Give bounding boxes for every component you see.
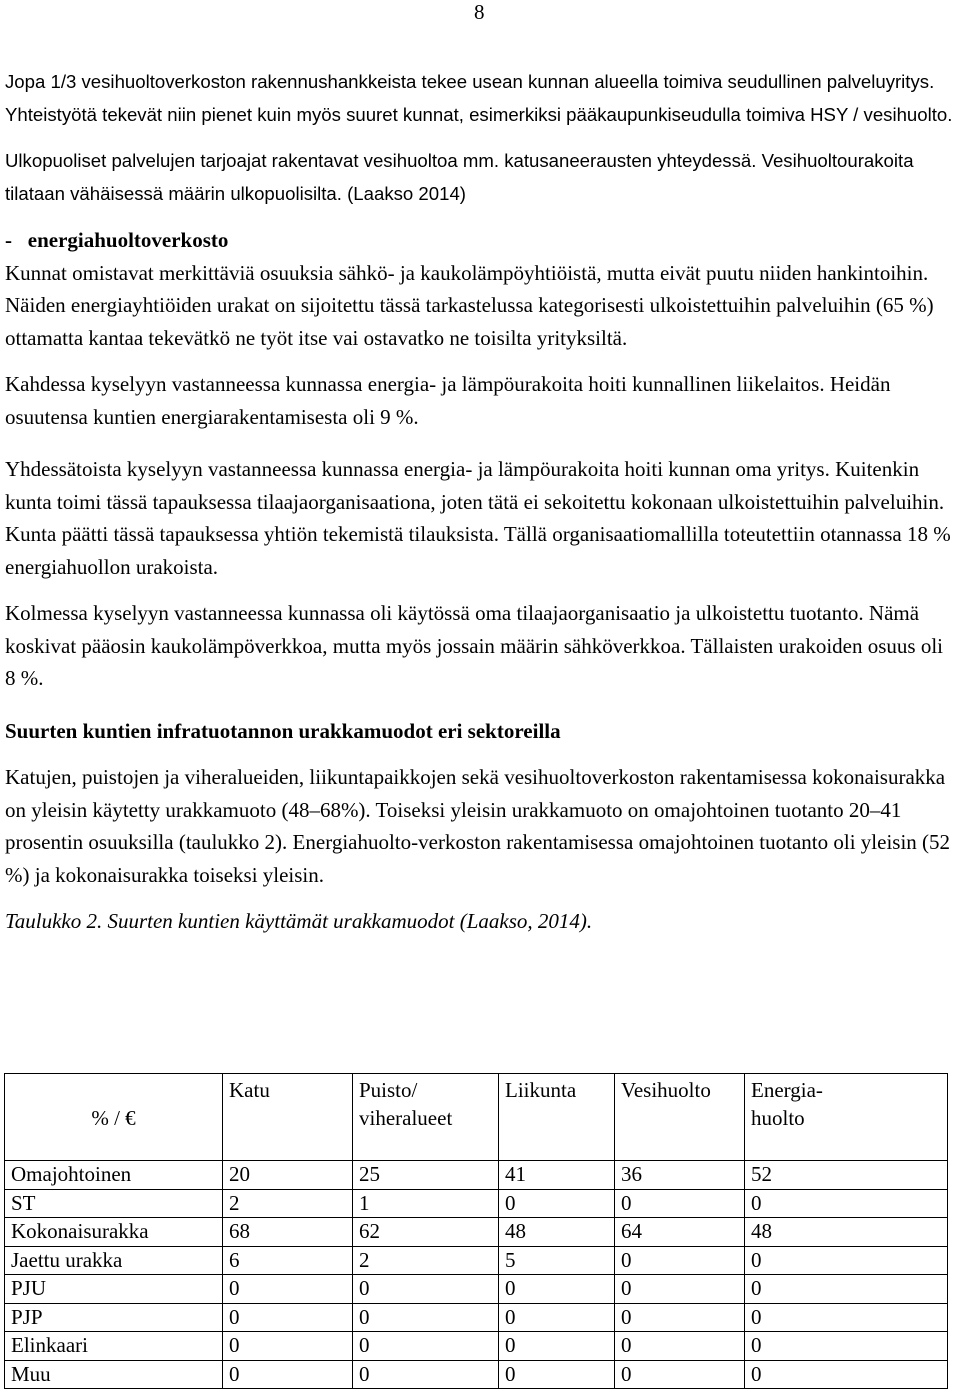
paragraph-yhdessatoista: Yhdessätoista kyselyyn vastanneessa kunnassa energia- ja lämpöurakoita hoiti kunnan oma yritys. Kuitenkin kunta toimi tässä tapauksessa tilaajaorganisaationa, joten tätä ei sekoitettu kokonaan ulkoistettuihin palveluihin. Kunta päätti tässä tapauksessa yhtiön tekemistä tilauksista. Tällä organisaatiomallilla toteutettiin otannassa 18 % energiahuollon urakoista. bbox=[5, 457, 951, 579]
table-cell: 52 bbox=[745, 1161, 948, 1190]
row-label: Muu bbox=[5, 1360, 223, 1389]
row-label: Jaettu urakka bbox=[5, 1246, 223, 1275]
paragraph-kunnat-omistavat: Kunnat omistavat merkittäviä osuuksia sähkö- ja kaukolämpöyhtiöistä, mutta eivät puutu niiden hankintoihin. Näiden energiayhtiöiden urakat on sijoitettu tässä tarkastelussa kategorisesti ulkoistettuihin palveluihin (65 %) ottamatta kantaa tekevätkö ne työt itse vai ostavatko ne toisilta yrityksiltä. bbox=[5, 260, 934, 350]
column-header-liikunta-line1: Liikunta bbox=[505, 1078, 577, 1102]
table-row bbox=[5, 1189, 948, 1218]
table-cell: 41 bbox=[499, 1161, 615, 1190]
table-cell: 5 bbox=[499, 1246, 615, 1275]
table-cell: 2 bbox=[223, 1189, 353, 1218]
paragraph-ulkopuoliset-ref: (Laakso 2014) bbox=[341, 182, 466, 204]
table-header-row bbox=[5, 1074, 948, 1161]
column-header-puisto-line1: Puisto/ bbox=[359, 1078, 418, 1102]
table-cell: 0 bbox=[353, 1332, 499, 1361]
contract-forms-table bbox=[4, 1073, 948, 1389]
paragraph-kolmessa: Kolmessa kyselyyn vastanneessa kunnassa oli käytössä oma tilaajaorganisaatio ja ulkoistettu tuotanto. Nämä koskivat pääosin kaukolämpöverkkoa, mutta myös jossain määrin sähköverkkoa. Tällaisten urakoiden osuus oli 8 %. bbox=[5, 601, 944, 690]
table-cell: 0 bbox=[745, 1332, 948, 1361]
table-cell: 0 bbox=[353, 1303, 499, 1332]
table-cell: 0 bbox=[615, 1189, 745, 1218]
table-cell: 0 bbox=[499, 1275, 615, 1304]
table-cell: 68 bbox=[223, 1218, 353, 1247]
column-header-puisto bbox=[353, 1074, 499, 1161]
table-cell: 6 bbox=[223, 1246, 353, 1275]
table-row bbox=[5, 1246, 948, 1275]
table-cell: 2 bbox=[353, 1246, 499, 1275]
table-cell: 0 bbox=[745, 1189, 948, 1218]
table-corner-cell: % / € bbox=[5, 1074, 223, 1161]
row-label: PJU bbox=[5, 1275, 223, 1304]
table-cell: 0 bbox=[223, 1332, 353, 1361]
column-header-liikunta bbox=[499, 1074, 615, 1161]
paragraph-ulkopuoliset-text: Ulkopuoliset palvelujen tarjoajat rakentavat vesihuoltoa mm. katusaneerausten yhteydessä. Vesihuoltourakoita tilataan vähäisessä määrin ulkopuolisilta. bbox=[5, 150, 914, 204]
column-header-energiahuolto-line2: huolto bbox=[751, 1106, 805, 1130]
table-caption: Taulukko 2. Suurten kuntien käyttämät urakkamuodot (Laakso, 2014). bbox=[5, 909, 593, 933]
column-header-energiahuolto bbox=[745, 1074, 948, 1161]
table-cell: 0 bbox=[615, 1246, 745, 1275]
table-cell: 20 bbox=[223, 1161, 353, 1190]
table-cell: 0 bbox=[499, 1360, 615, 1389]
table-cell: 64 bbox=[615, 1218, 745, 1247]
paragraph-katujen: Katujen, puistojen ja viheralueiden, liikuntapaikkojen sekä vesihuoltoverkoston rakentamisessa kokonaisurakka on yleisin käytetty urakkamuoto (48–68%). Toiseksi yleisin urakkamuoto on omajohtoinen tuotanto 20–41 prosentin osuuksilla (taulukko 2). Energiahuolto-verkoston rakentamisessa omajohtoinen tuotanto oli yleisin (52 %) ja kokonaisurakka toiseksi yleisin. bbox=[5, 765, 951, 887]
section-heading: Suurten kuntien infratuotannon urakkamuodot eri sektoreilla bbox=[5, 718, 561, 743]
row-label: Kokonaisurakka bbox=[5, 1218, 223, 1247]
table-cell: 0 bbox=[615, 1275, 745, 1304]
table-cell: 0 bbox=[353, 1275, 499, 1304]
table-cell: 0 bbox=[223, 1360, 353, 1389]
table-cell: 0 bbox=[223, 1275, 353, 1304]
row-label: Elinkaari bbox=[5, 1332, 223, 1361]
table-cell: 0 bbox=[615, 1360, 745, 1389]
table-cell: 0 bbox=[499, 1332, 615, 1361]
paragraph-ulkopuoliset bbox=[5, 145, 955, 210]
column-header-vesihuolto bbox=[615, 1074, 745, 1161]
table-row bbox=[5, 1332, 948, 1361]
column-header-vesihuolto-line1: Vesihuolto bbox=[621, 1078, 711, 1102]
table-cell: 0 bbox=[745, 1303, 948, 1332]
paragraph-seudullinen: Jopa 1/3 vesihuoltoverkoston rakennushankkeista tekee usean kunnan alueella toimiva seudullinen palveluyritys. Yhteistyötä tekevät niin pienet kuin myös suuret kunnat, esimerkiksi pääkaupunkiseudulla toimiva HSY / vesihuolto. bbox=[5, 71, 953, 125]
document-body bbox=[5, 66, 955, 938]
table-cell: 36 bbox=[615, 1161, 745, 1190]
table-cell: 0 bbox=[615, 1332, 745, 1361]
table-cell: 0 bbox=[353, 1360, 499, 1389]
table-row bbox=[5, 1275, 948, 1304]
table-cell: 0 bbox=[223, 1303, 353, 1332]
table-cell: 62 bbox=[353, 1218, 499, 1247]
column-header-katu-line1: Katu bbox=[229, 1078, 270, 1102]
table-cell: 48 bbox=[745, 1218, 948, 1247]
table-cell: 1 bbox=[353, 1189, 499, 1218]
table-cell: 0 bbox=[615, 1303, 745, 1332]
table-cell: 0 bbox=[499, 1303, 615, 1332]
table-row bbox=[5, 1161, 948, 1190]
column-header-puisto-line2: viheralueet bbox=[359, 1106, 453, 1130]
row-label: PJP bbox=[5, 1303, 223, 1332]
table-cell: 0 bbox=[745, 1360, 948, 1389]
table-cell: 48 bbox=[499, 1218, 615, 1247]
column-header-energiahuolto-line1: Energia- bbox=[751, 1078, 823, 1102]
table-row bbox=[5, 1360, 948, 1389]
page-number: 8 bbox=[474, 0, 485, 24]
row-label: ST bbox=[5, 1189, 223, 1218]
table-row bbox=[5, 1303, 948, 1332]
table-cell: 0 bbox=[745, 1275, 948, 1304]
paragraph-kahdessa: Kahdessa kyselyyn vastanneessa kunnassa energia- ja lämpöurakoita hoiti kunnallinen liikelaitos. Heidän osuutensa kuntien energiarakentamisesta oli 9 %. bbox=[5, 372, 891, 429]
row-label: Omajohtoinen bbox=[5, 1161, 223, 1190]
table-cell: 0 bbox=[499, 1189, 615, 1218]
table-row bbox=[5, 1218, 948, 1247]
table-cell: 25 bbox=[353, 1161, 499, 1190]
list-heading-energiahuoltoverkosto: - energiahuoltoverkosto bbox=[5, 228, 229, 252]
table-cell: 0 bbox=[745, 1246, 948, 1275]
column-header-katu bbox=[223, 1074, 353, 1161]
